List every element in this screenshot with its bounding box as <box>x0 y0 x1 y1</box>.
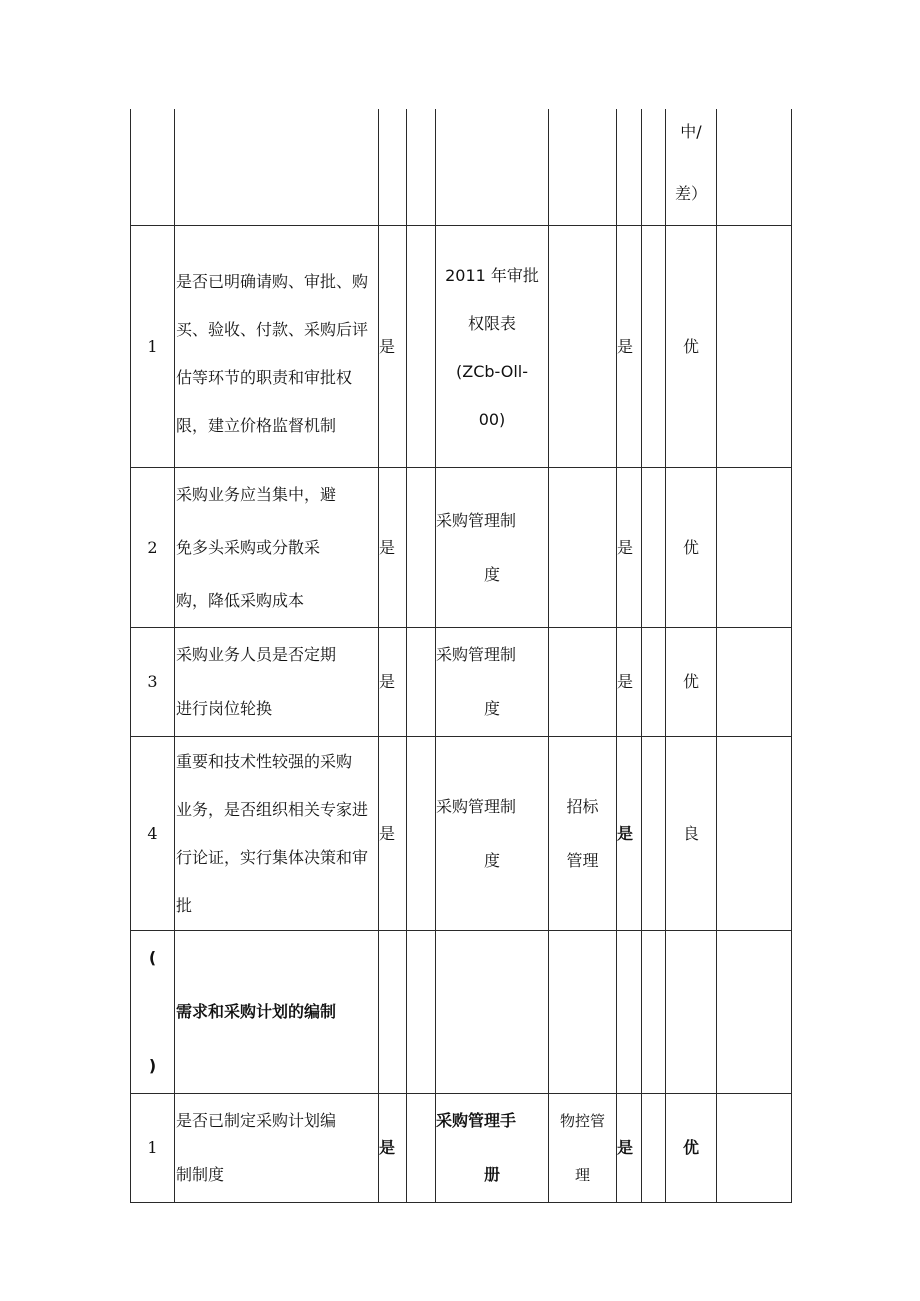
cell-effective <box>617 109 642 226</box>
control-assessment-table <box>130 109 792 1203</box>
doc-line: 度 <box>483 699 500 718</box>
blank-cell <box>549 931 617 1094</box>
blank-cell <box>717 931 792 1094</box>
doc-line: (ZCb-Oll- <box>455 361 528 381</box>
header-continuation-row <box>131 109 792 226</box>
doc-line: 度 <box>483 564 500 584</box>
doc-line: 权限表 <box>467 313 516 333</box>
grade: 优 <box>666 1094 717 1203</box>
table-row <box>131 226 792 468</box>
blank-cell <box>642 1094 666 1203</box>
blank-cell <box>617 931 642 1094</box>
department-cell <box>549 737 617 931</box>
row-description <box>175 737 379 931</box>
cell-remark <box>717 109 792 226</box>
remark-cell <box>717 628 792 737</box>
exists-flag: 是 <box>379 226 407 468</box>
exists-flag: 是 <box>379 628 407 737</box>
exists-flag: 是 <box>379 737 407 931</box>
blank-cell <box>407 931 436 1094</box>
effective-flag: 是 <box>617 226 642 468</box>
desc-line: 制制度 <box>176 1165 225 1184</box>
remark-cell <box>717 468 792 628</box>
doc-line: 采购管理制 <box>436 796 517 816</box>
grade-header-cell <box>666 109 717 226</box>
doc-line: 00) <box>478 409 506 429</box>
department-cell <box>549 1094 617 1203</box>
dept-line: 物控管 <box>559 1112 605 1130</box>
desc-line: 业务，是否组织相关专家进 <box>176 799 369 819</box>
grade: 优 <box>666 468 717 628</box>
remark-cell <box>717 737 792 931</box>
blank-cell <box>642 468 666 628</box>
blank-cell <box>642 628 666 737</box>
blank-cell <box>407 226 436 468</box>
blank-cell <box>407 1094 436 1203</box>
dept-line: 管理 <box>566 850 599 870</box>
doc-line: 采购管理手 <box>436 1111 517 1130</box>
table-row <box>131 1094 792 1203</box>
reference-document <box>436 737 549 931</box>
cell-doc <box>436 109 549 226</box>
blank-cell <box>642 931 666 1094</box>
grade: 优 <box>666 226 717 468</box>
desc-line: 采购业务应当集中，避 <box>176 485 337 504</box>
exists-flag: 是 <box>379 468 407 628</box>
blank-cell <box>407 628 436 737</box>
reference-document <box>436 226 549 468</box>
doc-line: 度 <box>483 850 500 870</box>
department-cell <box>549 628 617 737</box>
cell-desc <box>175 109 379 226</box>
desc-line: 免多头采购或分散采 <box>176 538 321 557</box>
row-number: 1 <box>131 1094 175 1203</box>
section-open-paren: ( <box>148 948 157 967</box>
doc-line: 册 <box>483 1165 500 1184</box>
desc-line: 采购业务人员是否定期 <box>176 645 337 664</box>
row-number: 4 <box>131 737 175 931</box>
doc-line: 采购管理制 <box>436 645 517 664</box>
remark-cell <box>717 226 792 468</box>
department-cell <box>549 468 617 628</box>
desc-line: 估等环节的职责和审批权 <box>176 367 353 387</box>
desc-line: 行论证，实行集体决策和审 <box>176 847 369 867</box>
reference-document <box>436 1094 549 1203</box>
row-description <box>175 628 379 737</box>
dept-line: 招标 <box>566 796 599 816</box>
desc-line: 是否已明确请购、审批、购 <box>176 271 369 291</box>
reference-document <box>436 468 549 628</box>
desc-line: 批 <box>176 895 193 915</box>
desc-line: 买、验收、付款、采购后评 <box>176 319 369 339</box>
section-paren-cell <box>131 931 175 1094</box>
doc-line: 2011 年审批 <box>445 265 539 285</box>
dept-line: 理 <box>574 1166 590 1184</box>
cell-blank-b <box>642 109 666 226</box>
blank-cell <box>666 931 717 1094</box>
effective-flag: 是 <box>617 737 642 931</box>
blank-cell <box>407 468 436 628</box>
cell-blank-a <box>407 109 436 226</box>
department-cell <box>549 226 617 468</box>
row-description <box>175 1094 379 1203</box>
grade: 优 <box>666 628 717 737</box>
grade-header-line-1: 中/ <box>680 122 702 141</box>
section-close-paren: ) <box>148 1056 157 1075</box>
exists-flag: 是 <box>379 1094 407 1203</box>
blank-cell <box>642 226 666 468</box>
section-title: 需求和采购计划的编制 <box>175 931 379 1094</box>
desc-line: 购，降低采购成本 <box>176 591 305 610</box>
row-description <box>175 226 379 468</box>
row-number: 2 <box>131 468 175 628</box>
desc-line: 重要和技术性较强的采购 <box>176 751 353 771</box>
effective-flag: 是 <box>617 1094 642 1203</box>
effective-flag: 是 <box>617 468 642 628</box>
desc-line: 限，建立价格监督机制 <box>176 415 337 435</box>
reference-document <box>436 628 549 737</box>
doc-line: 采购管理制 <box>436 510 517 530</box>
row-description <box>175 468 379 628</box>
row-number: 3 <box>131 628 175 737</box>
desc-line: 是否已制定采购计划编 <box>176 1111 337 1130</box>
cell-dept <box>549 109 617 226</box>
blank-cell <box>642 737 666 931</box>
table-row <box>131 628 792 737</box>
grade: 良 <box>666 737 717 931</box>
table-row <box>131 737 792 931</box>
row-number: 1 <box>131 226 175 468</box>
remark-cell <box>717 1094 792 1203</box>
section-header-row <box>131 931 792 1094</box>
blank-cell <box>379 931 407 1094</box>
grade-header-line-2: 差） <box>674 184 707 203</box>
cell-num <box>131 109 175 226</box>
effective-flag: 是 <box>617 628 642 737</box>
blank-cell <box>407 737 436 931</box>
table-row <box>131 468 792 628</box>
desc-line: 进行岗位轮换 <box>176 699 273 718</box>
blank-cell <box>436 931 549 1094</box>
cell-exists <box>379 109 407 226</box>
